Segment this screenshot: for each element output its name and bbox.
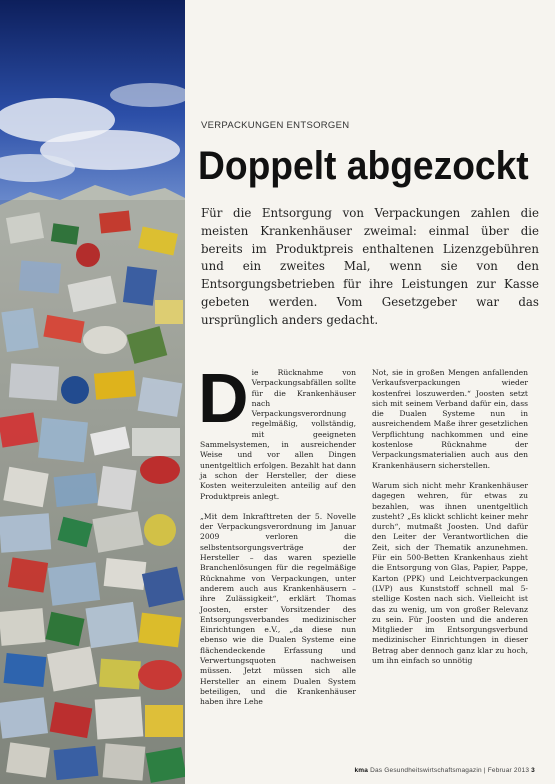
article-lead: Für die Entsorgung von Verpackungen zahlen die meisten Krankenhäuser zweimal: einmal über die bereits im Produktpreis enthaltenen Lizenzgebühren und ein zweites Mal, wenn sie von den Entsorgungsbetrieben für ihre Leistungen zur Kasse gebeten werden. Vom Gesetzgeber war das ursprünglich anders gedacht.: [201, 206, 539, 327]
body-paragraph: „Mit dem Inkrafttreten der 5. Novelle der Verpackungsverordnung im Januar 2009 verloren die selbstentsorgungsverträge der Hersteller – das waren spezielle Branchenlösungen für die regelmäßige Rücknahme von Verpackungen, unter anderem auch aus Krankenhäusern – ihre Zulässigkeit“, erklärt Thomas Joosten, erster Vorsitzender des Entsorgungsverbandes medizinischer Einrichtungen e.V., „da diese nun ebenso wie die Dualen Systeme eine flächendeckende Erfassung und Verwertungsquoten nachweisen müssen. Jetzt müssen sich alle Hersteller an einem Dualen System beteiligen, und die Krankenhäuser haben ihre Lehe: [200, 511, 356, 707]
recycling-photo: [0, 0, 185, 784]
body-paragraph: Not, sie in großen Mengen anfallenden Verkaufsverpackungen wieder kostenfrei loszuwerden.“ Joosten setzt sich mit seinem Verband dafür ein, dass die Dualen Systeme nun in ausreichendem Maße ihrer gesetzlichen Verpflichtung nachkommen und eine kostenlose Rücknahme der Verpackungsmaterialien auch aus den Krankenhäusern sicherstellen.: [372, 368, 528, 470]
page-footer: [354, 767, 535, 774]
paragraph-text: ie Rücknahme von Verpackungsabfällen sollte für die Krankenhäuser nach Verpackungsverordnung regelmäßig, vollständig, mit geeigneten Sammelsystemen, in ausreichender Weise und vor allen Dingen unentgeltlich erfolgen. Bezahlt hat dann ja schon der Hersteller, der diese Kosten weiterzuleiten anteilig auf den Produktpreis anlegt.: [200, 368, 356, 501]
body-paragraph: Warum sich nicht mehr Krankenhäuser dagegen wehren, für etwas zu bezahlen, was ihnen unentgeltlich zusteht? „Es klickt schlicht keiner mehr durch“, mutmaßt Joosten. Und dafür den Leiter der Verantwortlichen die Zeit, sich der Thematik anzunehmen. Für ein 500-Betten Krankenhaus zieht die Entsorgung von Glas, Papier, Pappe, Karton (PPK) und Leichtverpackungen (LVP) aus Kunststoff schnell mal 5-stellige Kosten nach sich. Vielleicht ist das zu wenig, um von großer Relevanz zu sein. Für Joosten und die anderen Mitglieder im Entsorgungsverbund medizinischer Einrichtungen in dieser Betrag aber dennoch ganz klar zu hoch, um ihn einfach so unnötig: [372, 480, 528, 666]
magazine-name: kma: [354, 767, 369, 774]
drop-cap: D: [198, 359, 249, 437]
text-column-left: [198, 359, 356, 718]
body-paragraph: [198, 359, 356, 502]
article-title: Doppelt abgezockt: [198, 144, 529, 188]
section-kicker: VERPACKUNGEN ENTSORGEN: [201, 120, 350, 131]
issue-info: Das Gesundheitswirtschaftsmagazin | Februar 2013: [370, 767, 530, 774]
text-column-right: [372, 368, 528, 676]
page-number: 3: [531, 767, 535, 774]
